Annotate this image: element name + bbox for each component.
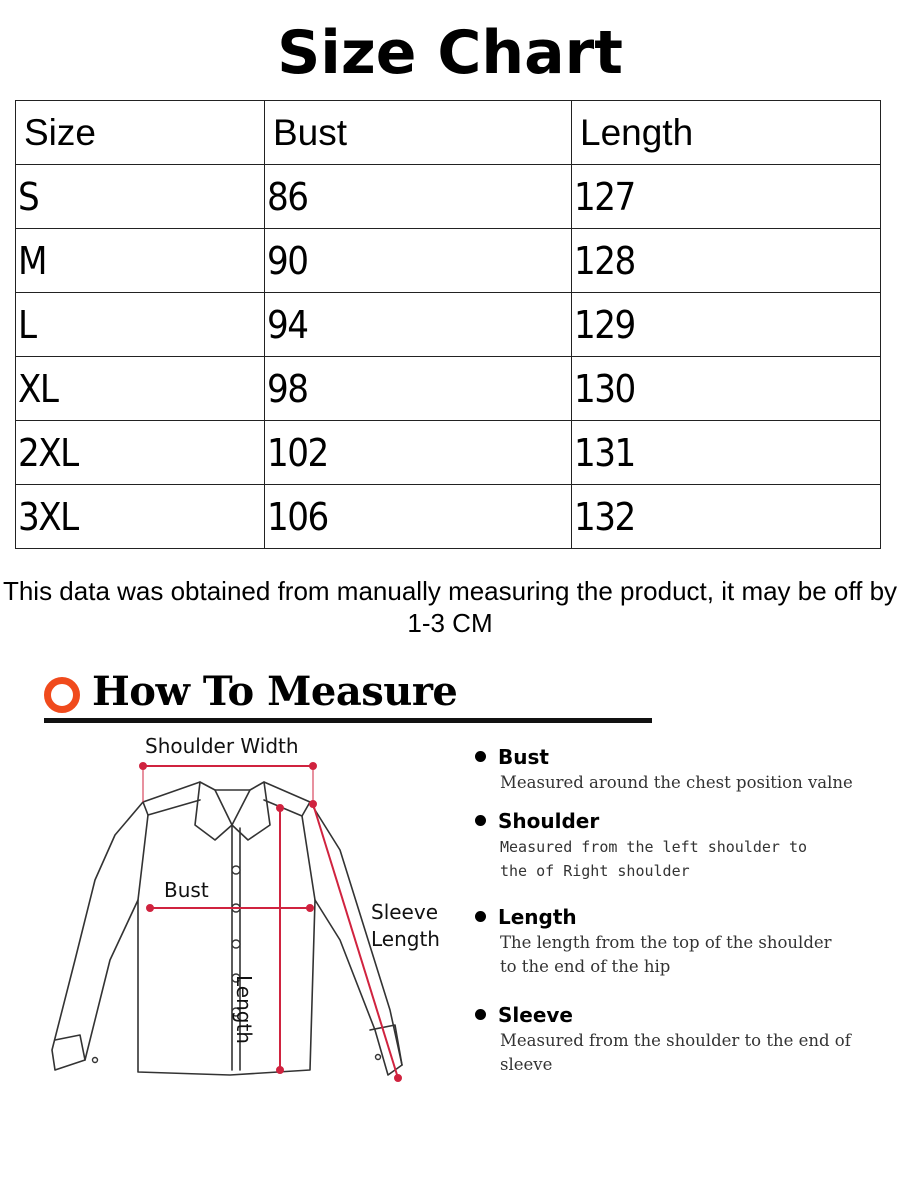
length-cell: 130 bbox=[572, 357, 881, 421]
definition-title: Length bbox=[498, 905, 577, 929]
bullet-icon bbox=[475, 815, 486, 826]
how-to-measure-header bbox=[44, 668, 652, 724]
header-underline bbox=[44, 718, 652, 723]
header-length: Length bbox=[572, 101, 881, 165]
table-row bbox=[16, 357, 881, 421]
size-cell: L bbox=[16, 293, 265, 357]
shirt-diagram bbox=[40, 730, 470, 1110]
length-cell: 128 bbox=[572, 229, 881, 293]
length-label: Length bbox=[232, 975, 256, 1044]
table-header-row bbox=[16, 101, 881, 165]
bullet-icon bbox=[475, 911, 486, 922]
shoulder-width-label: Shoulder Width bbox=[145, 734, 299, 758]
measurement-note: This data was obtained from manually measuring the product, it may be off by 1-3 CM bbox=[2, 576, 898, 638]
header-bust: Bust bbox=[265, 101, 572, 165]
length-cell: 131 bbox=[572, 421, 881, 485]
sleeve-label-line2: Length bbox=[371, 927, 440, 951]
definition-sleeve bbox=[475, 1003, 875, 1077]
definition-length bbox=[475, 905, 875, 979]
size-cell: M bbox=[16, 229, 265, 293]
length-cell: 129 bbox=[572, 293, 881, 357]
size-cell: S bbox=[16, 165, 265, 229]
table-row bbox=[16, 485, 881, 549]
definition-title: Shoulder bbox=[498, 809, 600, 833]
bust-label: Bust bbox=[164, 878, 209, 902]
table-row bbox=[16, 165, 881, 229]
page-title: Size Chart bbox=[277, 18, 623, 88]
definition-shoulder bbox=[475, 809, 875, 883]
definition-desc: Measured from the left shoulder to the of Right shoulder bbox=[500, 838, 808, 880]
definition-title: Bust bbox=[498, 745, 549, 769]
table-row bbox=[16, 229, 881, 293]
definition-desc: The length from the top of the shoulder to the end of the hip bbox=[500, 933, 832, 976]
bullet-icon bbox=[475, 1009, 486, 1020]
length-cell: 127 bbox=[572, 165, 881, 229]
table-row bbox=[16, 293, 881, 357]
bust-cell: 94 bbox=[265, 293, 572, 357]
bullet-icon bbox=[475, 751, 486, 762]
bust-cell: 102 bbox=[265, 421, 572, 485]
circle-bullet-icon bbox=[44, 677, 80, 713]
size-cell: 2XL bbox=[16, 421, 265, 485]
how-to-measure-title: How To Measure bbox=[92, 668, 458, 715]
size-cell: 3XL bbox=[16, 485, 265, 549]
definition-desc: Measured from the shoulder to the end of sleeve bbox=[500, 1031, 851, 1074]
length-cell: 132 bbox=[572, 485, 881, 549]
bust-cell: 86 bbox=[265, 165, 572, 229]
header-size: Size bbox=[16, 101, 265, 165]
size-table bbox=[15, 100, 881, 549]
definition-desc: Measured around the chest position valne bbox=[500, 773, 853, 792]
sleeve-label-line1: Sleeve bbox=[371, 900, 439, 924]
definition-title: Sleeve bbox=[498, 1003, 573, 1027]
bust-cell: 98 bbox=[265, 357, 572, 421]
definition-bust bbox=[475, 745, 875, 795]
bust-cell: 106 bbox=[265, 485, 572, 549]
bust-cell: 90 bbox=[265, 229, 572, 293]
table-row bbox=[16, 421, 881, 485]
size-cell: XL bbox=[16, 357, 265, 421]
